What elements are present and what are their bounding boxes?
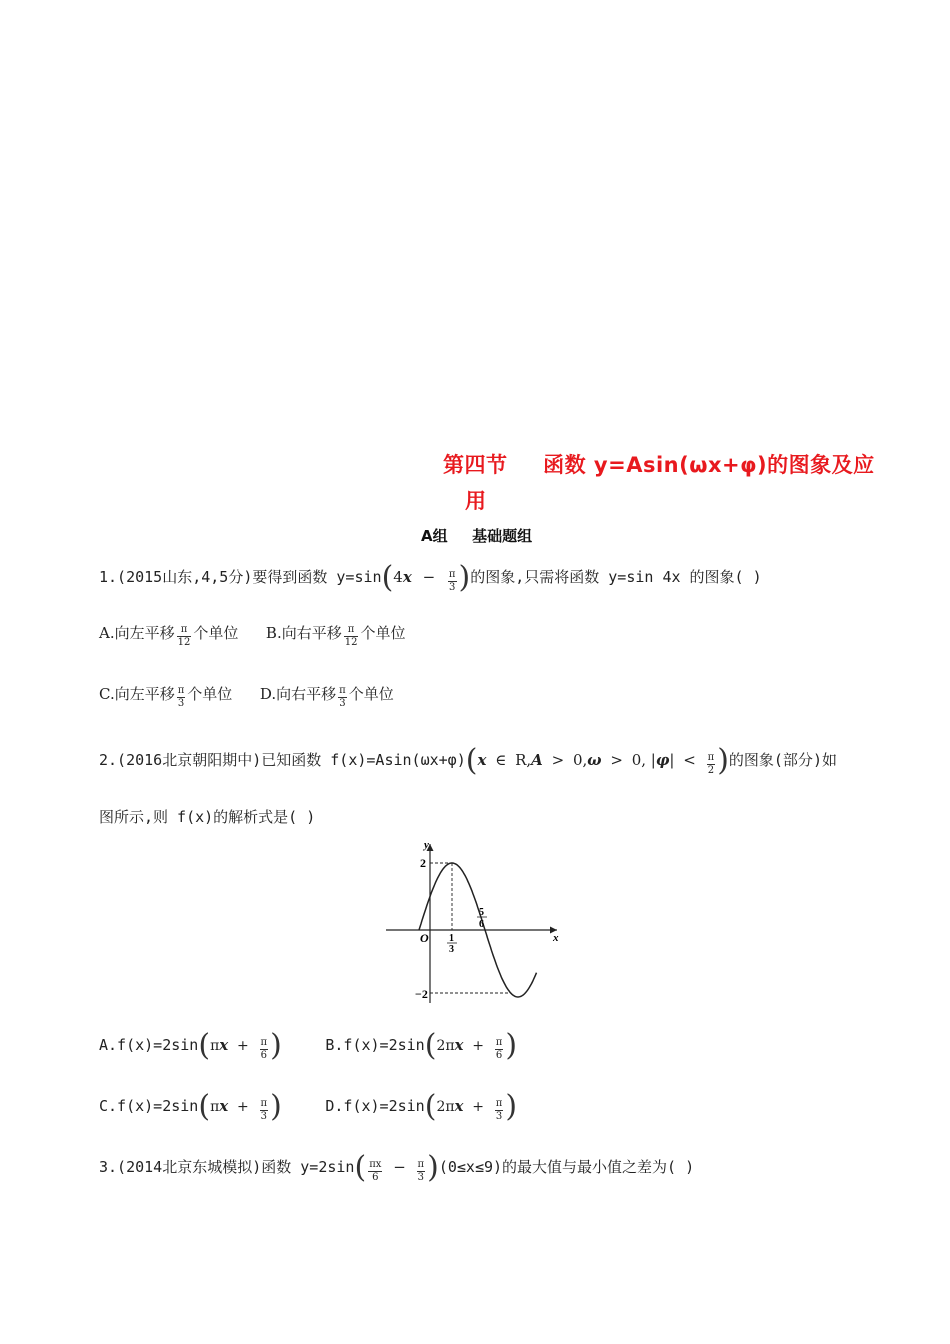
q2-options-row2 <box>99 1089 518 1124</box>
option-b-text: B.f(x)=2sin <box>325 1036 425 1054</box>
sine-graph <box>380 836 570 1008</box>
right-paren: ) <box>270 1089 282 1124</box>
q2-cond-zero2: 0, | <box>631 751 656 769</box>
section-topic: 函数 y=Asin(ωx+φ)的图象及应 <box>543 453 875 477</box>
section-title-line1 <box>443 449 875 479</box>
q1-option-a[interactable] <box>99 623 239 648</box>
q2-cond-num: π <box>707 751 715 763</box>
option-b-plus: + <box>472 1038 485 1054</box>
option-d-num: π <box>339 685 346 696</box>
q2-cond-zero1: 0, <box>572 751 588 769</box>
zero-x-num: 5 <box>479 907 484 918</box>
option-a-fraction <box>260 1037 269 1062</box>
option-b-num: π <box>344 624 359 637</box>
q1-options-row1 <box>99 621 405 646</box>
question-2 <box>99 743 837 778</box>
left-paren: ( <box>198 1089 211 1124</box>
option-b-den: 6 <box>495 1049 503 1061</box>
option-a-coef: π <box>210 1038 220 1054</box>
q2-cond-fraction <box>707 752 716 777</box>
option-a-den: 6 <box>260 1049 267 1061</box>
option-c-text: C.向左平移 <box>99 684 175 703</box>
peak-x-num: 1 <box>449 933 454 944</box>
option-a-text: A.f(x)=2sin <box>99 1036 199 1054</box>
q2-cond-x: x <box>477 751 487 769</box>
q2-cond-gt2: > <box>610 751 623 769</box>
option-c-var: x <box>219 1097 229 1115</box>
q1-suffix: 的图象,只需将函数 y=sin 4x 的图象( ) <box>470 568 762 586</box>
option-d-fraction <box>495 1098 504 1123</box>
option-d-unit: 个单位 <box>348 684 394 703</box>
option-c-fraction <box>177 685 186 710</box>
q2-cond-omega: ω <box>587 751 602 769</box>
right-paren: ) <box>505 1089 518 1124</box>
q1-frac-den: 3 <box>449 581 456 593</box>
q2-option-b[interactable] <box>325 1028 518 1063</box>
option-d-coef: 2π <box>436 1099 455 1115</box>
peak-x-den: 3 <box>449 944 454 955</box>
question-3 <box>99 1150 695 1185</box>
origin-label: O <box>420 931 429 945</box>
q3-fraction-2 <box>417 1159 426 1184</box>
option-a-den: 12 <box>177 637 191 648</box>
option-d-fraction <box>338 685 347 710</box>
left-paren: ( <box>354 1150 367 1185</box>
q2-cond-r: R, <box>515 751 532 769</box>
option-d-text: D.向右平移 <box>259 684 337 703</box>
option-c-den: 3 <box>260 1110 267 1122</box>
option-c-fraction <box>260 1098 269 1123</box>
q1-option-c[interactable] <box>99 684 233 709</box>
option-b-unit: 个单位 <box>360 623 406 642</box>
q2-cond-gt1: > <box>551 751 565 769</box>
q2-cond-lt: < <box>683 751 696 769</box>
option-c-plus: + <box>237 1099 249 1115</box>
option-d-num: π <box>495 1097 503 1109</box>
q2-line2: 图所示,则 f(x)的解析式是( ) <box>99 808 316 826</box>
option-a-num: π <box>177 624 192 637</box>
q1-option-b[interactable] <box>265 623 406 648</box>
q2-cond-in: ∈ <box>495 751 507 769</box>
option-a-plus: + <box>237 1038 249 1054</box>
q1-option-d[interactable] <box>259 684 394 709</box>
min-label: −2 <box>415 987 428 1001</box>
left-paren: ( <box>198 1028 211 1063</box>
q1-fraction <box>448 569 457 594</box>
q3-frac2-num: π <box>417 1158 425 1170</box>
option-b-var: x <box>454 1036 464 1054</box>
y-axis-label: y <box>424 839 429 851</box>
option-c-den: 3 <box>177 698 185 709</box>
option-c-unit: 个单位 <box>187 684 233 703</box>
option-a-num: π <box>260 1036 268 1048</box>
option-b-den: 12 <box>344 637 358 648</box>
max-label: 2 <box>420 856 426 870</box>
option-d-plus: + <box>472 1099 485 1115</box>
q1-prefix: 1.(2015山东,4,5分)要得到函数 y=sin <box>99 568 382 586</box>
option-c-num: π <box>260 1097 268 1109</box>
section-title-line2: 用 <box>465 489 487 513</box>
q2-cond-a: A <box>531 751 543 769</box>
group-heading <box>421 525 532 546</box>
q3-frac1-den: 6 <box>372 1171 379 1183</box>
option-a-var: x <box>219 1036 229 1054</box>
q1-minus: − <box>422 568 436 586</box>
option-b-fraction <box>344 624 359 649</box>
group-label: A组 <box>421 527 448 545</box>
option-d-den: 3 <box>339 698 346 709</box>
option-b-text: B.向右平移 <box>265 623 342 642</box>
q2-option-a[interactable] <box>99 1028 282 1063</box>
section-number: 第四节 <box>443 453 508 477</box>
q1-var: x <box>402 568 412 586</box>
right-paren: ) <box>427 1150 439 1185</box>
right-paren: ) <box>717 743 729 778</box>
left-paren: ( <box>424 1089 437 1124</box>
left-paren: ( <box>381 560 394 595</box>
left-paren: ( <box>424 1028 437 1063</box>
q2-cond-den: 2 <box>707 764 715 776</box>
q3-minus: − <box>393 1158 406 1176</box>
right-paren: ) <box>505 1028 518 1063</box>
option-b-coef: 2π <box>436 1038 455 1054</box>
q2-option-d[interactable] <box>325 1089 518 1124</box>
q2-option-c[interactable] <box>99 1089 282 1124</box>
group-title: 基础题组 <box>472 527 533 545</box>
q1-coef: 4 <box>393 568 403 586</box>
option-a-text: A.向左平移 <box>99 623 175 642</box>
option-a-fraction <box>177 624 192 649</box>
option-c-text: C.f(x)=2sin <box>99 1097 199 1115</box>
q2-cond-phi: φ <box>655 751 670 769</box>
q2-suffix: 的图象(部分)如 <box>728 751 837 769</box>
zero-x-den: 6 <box>479 919 484 930</box>
question-1 <box>99 560 762 595</box>
q2-options-row1 <box>99 1028 518 1063</box>
q3-frac2-den: 3 <box>417 1171 425 1183</box>
right-paren: ) <box>458 560 471 595</box>
q3-frac1-num: πx <box>369 1158 382 1170</box>
q3-prefix: 3.(2014北京东城模拟)函数 y=2sin <box>99 1158 355 1176</box>
option-d-text: D.f(x)=2sin <box>325 1097 425 1115</box>
q3-suffix: (0≤x≤9)的最大值与最小值之差为( ) <box>438 1158 695 1176</box>
option-d-den: 3 <box>495 1110 503 1122</box>
x-axis-label: x <box>553 932 559 944</box>
q1-options-row2 <box>99 682 394 707</box>
option-a-unit: 个单位 <box>193 623 239 642</box>
q2-prefix: 2.(2016北京朝阳期中)已知函数 f(x)=Asin(ωx+φ) <box>99 751 466 769</box>
option-b-num: π <box>495 1036 503 1048</box>
left-paren: ( <box>465 743 478 778</box>
option-c-coef: π <box>210 1099 220 1115</box>
right-paren: ) <box>270 1028 282 1063</box>
option-d-var: x <box>454 1097 464 1115</box>
option-c-num: π <box>177 685 185 696</box>
option-b-fraction <box>495 1037 504 1062</box>
q3-fraction-1 <box>368 1159 382 1184</box>
q1-frac-num: π <box>448 568 456 580</box>
q2-cond-abs: | <box>669 751 675 769</box>
